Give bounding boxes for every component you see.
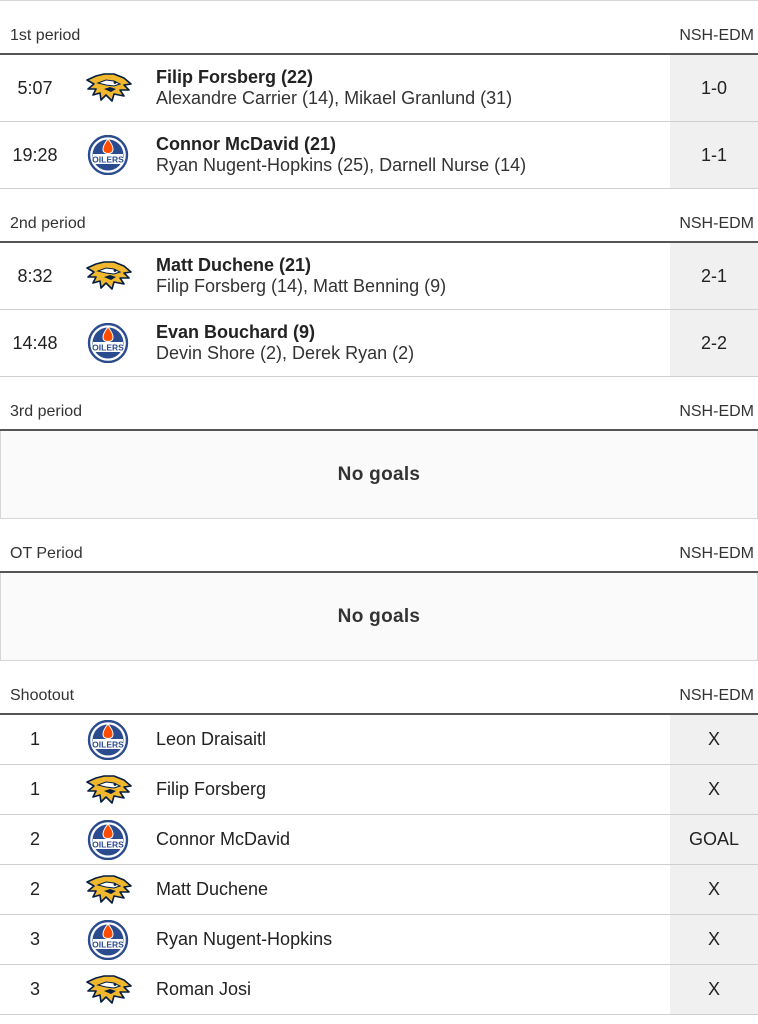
- shootout-row[interactable]: [0, 765, 758, 815]
- goal-row[interactable]: [0, 55, 758, 122]
- period-1st: [0, 1, 758, 189]
- shootout-row[interactable]: [0, 965, 758, 1015]
- no-goals-message: No goals: [0, 431, 758, 519]
- shootout-row[interactable]: [0, 815, 758, 865]
- period-title: 2nd period: [10, 215, 86, 232]
- score-column-label: NSH-EDM: [679, 403, 754, 420]
- shootout-result: X: [670, 865, 758, 914]
- predators-logo-icon: [84, 256, 132, 296]
- goal-time: 14:48: [12, 333, 58, 353]
- period-title: Shootout: [10, 687, 75, 704]
- predators-logo-icon: [84, 870, 132, 910]
- shootout-round: 1: [29, 779, 40, 799]
- shootout-round: 1: [29, 729, 40, 749]
- period-header: [0, 189, 758, 243]
- goal-assists: Alexandre Carrier (14), Mikael Granlund (31): [156, 88, 513, 108]
- running-score: 2-1: [670, 243, 758, 309]
- shooter-name[interactable]: Leon Draisaitl: [156, 729, 267, 749]
- shooter-name[interactable]: Filip Forsberg: [156, 779, 267, 799]
- shooter-name[interactable]: Matt Duchene: [156, 879, 269, 899]
- running-score: 1-0: [670, 55, 758, 121]
- score-column-label: NSH-EDM: [679, 27, 754, 44]
- shootout-round: 2: [29, 829, 40, 849]
- period-ot: [0, 519, 758, 661]
- shooter-name[interactable]: Ryan Nugent-Hopkins: [156, 929, 333, 949]
- shooter-name[interactable]: Roman Josi: [156, 979, 252, 999]
- period-header: [0, 661, 758, 715]
- score-column-label: NSH-EDM: [679, 687, 754, 704]
- period-2nd: [0, 189, 758, 377]
- shootout-row[interactable]: [0, 715, 758, 765]
- shootout-result: X: [670, 915, 758, 964]
- shooter-name[interactable]: Connor McDavid: [156, 829, 291, 849]
- goal-row[interactable]: [0, 310, 758, 377]
- svg-text:OILERS: OILERS: [92, 342, 124, 353]
- shootout-row[interactable]: [0, 865, 758, 915]
- svg-text:OILERS: OILERS: [92, 839, 124, 850]
- period-header: [0, 1, 758, 55]
- goal-time: 8:32: [17, 266, 53, 286]
- goal-scorer[interactable]: Connor McDavid (21): [156, 134, 337, 154]
- running-score: 2-2: [670, 310, 758, 376]
- goal-assists: Ryan Nugent-Hopkins (25), Darnell Nurse (14): [156, 155, 527, 175]
- shootout-round: 3: [29, 929, 40, 949]
- oilers-logo-icon: [84, 920, 132, 960]
- period-title: 1st period: [10, 27, 81, 44]
- goal-scorer[interactable]: Filip Forsberg (22): [156, 67, 314, 87]
- period-title: OT Period: [10, 545, 83, 562]
- goal-assists: Filip Forsberg (14), Matt Benning (9): [156, 276, 447, 296]
- running-score: 1-1: [670, 122, 758, 188]
- shootout-round: 3: [29, 979, 40, 999]
- shootout-result: X: [670, 765, 758, 814]
- oilers-logo-icon: [84, 720, 132, 760]
- goal-assists: Devin Shore (2), Derek Ryan (2): [156, 343, 415, 363]
- goal-time: 5:07: [17, 78, 53, 98]
- predators-logo-icon: [84, 970, 132, 1010]
- no-goals-message: No goals: [0, 573, 758, 661]
- shootout-row[interactable]: [0, 915, 758, 965]
- goal-time: 19:28: [12, 145, 58, 165]
- goal-row[interactable]: [0, 122, 758, 189]
- shootout-round: 2: [29, 879, 40, 899]
- score-column-label: NSH-EDM: [679, 215, 754, 232]
- oilers-logo-icon: [84, 323, 132, 363]
- period-3rd: [0, 377, 758, 519]
- period-title: 3rd period: [10, 403, 83, 420]
- goal-scorer[interactable]: Evan Bouchard (9): [156, 322, 316, 342]
- shootout-result: GOAL: [670, 815, 758, 864]
- goal-scorer[interactable]: Matt Duchene (21): [156, 255, 312, 275]
- svg-text:OILERS: OILERS: [92, 154, 124, 165]
- oilers-logo-icon: [84, 135, 132, 175]
- shootout-result: X: [670, 965, 758, 1014]
- predators-logo-icon: [84, 770, 132, 810]
- predators-logo-icon: [84, 68, 132, 108]
- period-header: [0, 377, 758, 431]
- oilers-logo-icon: [84, 820, 132, 860]
- goal-row[interactable]: [0, 243, 758, 310]
- shootout-result: X: [670, 715, 758, 764]
- period-header: [0, 519, 758, 573]
- svg-text:OILERS: OILERS: [92, 739, 124, 750]
- shootout-section: [0, 661, 758, 1015]
- score-column-label: NSH-EDM: [679, 545, 754, 562]
- svg-text:OILERS: OILERS: [92, 939, 124, 950]
